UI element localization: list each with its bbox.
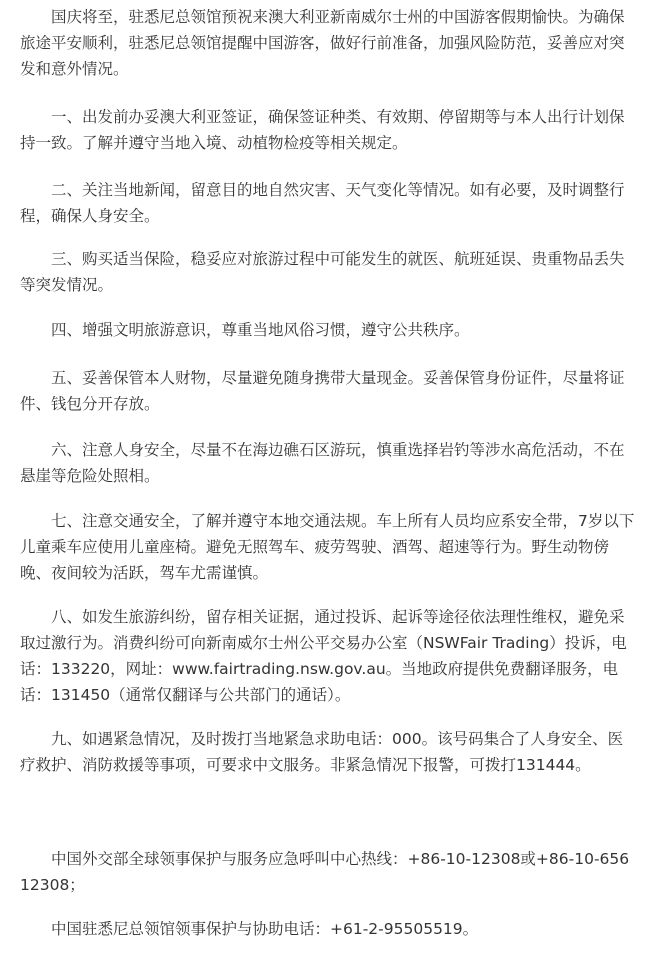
intro-paragraph: 国庆将至，驻悉尼总领馆预祝来澳大利亚新南威尔士州的中国游客假期愉快。为确保旅途平安顺利，驻悉尼总领馆提醒中国游客，做好行前准备，加强风险防范，妥善应对突发和意外情况。 xyxy=(20,8,625,78)
hotline-global: 中国外交部全球领事保护与服务应急呼叫中心热线：+86-10-12308或+86-10-65612308； xyxy=(20,850,630,894)
item-disputes: 八、如发生旅游纠纷，留存相关证据，通过投诉、起诉等途径依法理性维权，避免采取过激行为。消费纠纷可向新南威尔士州公平交易办公室（NSWFair Trading）投诉，电话：133220，网址：www.fairtrading.nsw.gov.au。当地政府提供免费翻译服务，电话：131450（通常仅翻译与公共部门的通话）。 xyxy=(20,608,627,704)
item-property: 五、妥善保管本人财物，尽量避免随身携带大量现金。妥善保管身份证件，尽量将证件、钱包分开存放。 xyxy=(20,369,625,413)
item-civilized-travel: 四、增强文明旅游意识，尊重当地风俗习惯，遵守公共秩序。 xyxy=(51,321,470,339)
item-news: 二、关注当地新闻，留意目的地自然灾害、天气变化等情况。如有必要，及时调整行程，确保人身安全。 xyxy=(20,181,625,225)
item-traffic: 七、注意交通安全，了解并遵守本地交通法规。车上所有人员均应系安全带，7岁以下儿童乘车应使用儿童座椅。避免无照驾车、疲劳驾驶、酒驾、超速等行为。野生动物傍晚、夜间较为活跃，驾车尤需谨慎。 xyxy=(20,512,635,582)
item-emergency: 九、如遇紧急情况，及时拨打当地紧急求助电话：000。该号码集合了人身安全、医疗救护、消防救援等事项，可要求中文服务。非紧急情况下报警，可拨打131444。 xyxy=(20,730,624,774)
hotline-sydney: 中国驻悉尼总领馆领事保护与协助电话：+61-2-95505519。 xyxy=(51,920,479,938)
item-visa: 一、出发前办妥澳大利亚签证，确保签证种类、有效期、停留期等与本人出行计划保持一致。了解并遵守当地入境、动植物检疫等相关规定。 xyxy=(20,108,625,152)
item-personal-safety: 六、注意人身安全，尽量不在海边礁石区游玩，慎重选择岩钓等涉水高危活动，不在悬崖等危险处照相。 xyxy=(20,441,625,485)
item-insurance: 三、购买适当保险，稳妥应对旅游过程中可能发生的就医、航班延误、贵重物品丢失等突发情况。 xyxy=(20,250,625,294)
